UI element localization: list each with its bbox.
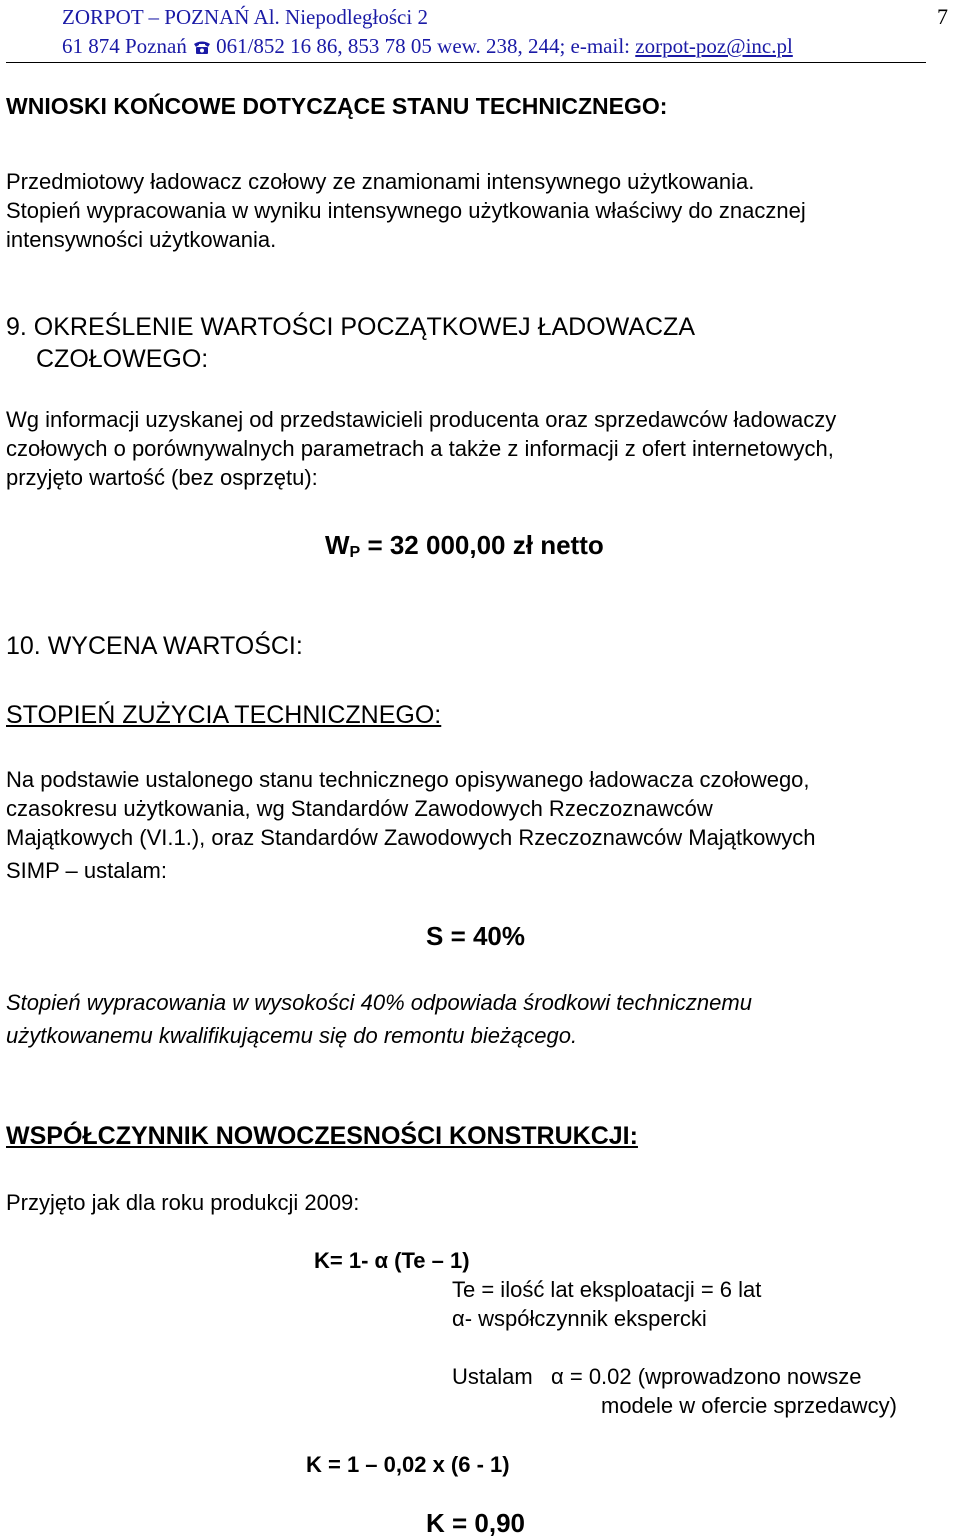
section-9-line-1: Wg informacji uzyskanej od przedstawicieli producenta oraz sprzedawców ładowaczy <box>6 407 837 432</box>
page-number: 7 <box>937 4 948 29</box>
initial-value <box>325 530 604 562</box>
header-divider <box>6 62 926 63</box>
initial-value-w: W <box>325 530 350 560</box>
alpha-value-line-2: modele w ofercie sprzedawcy) <box>601 1393 897 1418</box>
header-line-1: ZORPOT – POZNAŃ Al. Niepodległości 2 <box>62 5 428 29</box>
section-10-title: 10. WYCENA WARTOŚCI: <box>6 632 303 660</box>
wear-line-2: czasokresu użytkowania, wg Standardów Zawodowych Rzeczoznawców <box>6 796 713 821</box>
wear-italic-line-2: użytkowanemu kwalifikującemu się do remontu bieżącego. <box>6 1023 578 1048</box>
wear-heading: STOPIEŃ ZUŻYCIA TECHNICZNEGO: <box>6 701 442 729</box>
wear-line-3: Majątkowych (VI.1.), oraz Standardów Zawodowych Rzeczoznawców Majątkowych <box>6 825 816 850</box>
conclusions-line-1: Przedmiotowy ładowacz czołowy ze znamionami intensywnego użytkowania. <box>6 169 755 194</box>
conclusions-heading: WNIOSKI KOŃCOWE DOTYCZĄCE STANU TECHNICZNEGO: <box>6 93 668 119</box>
section-9-title-line-2: CZOŁOWEGO: <box>36 345 209 373</box>
calculation: K = 1 – 0,02 x (6 - 1) <box>306 1452 510 1477</box>
te-definition: Te = ilość lat eksploatacji = 6 lat <box>452 1277 762 1302</box>
initial-value-subscript: P <box>349 544 361 561</box>
header-line-2 <box>62 33 793 59</box>
header-email-link[interactable]: zorpot-poz@inc.pl <box>635 34 793 58</box>
header-phones: 061/852 16 86, 853 78 05 wew. 238, 244; e-mail: <box>216 34 631 58</box>
wear-value: S = 40% <box>426 921 526 951</box>
section-9-line-2: czołowych o porównywalnych parametrach a także z informacji z ofert internetowych, <box>6 436 834 461</box>
coefficient-intro: Przyjęto jak dla roku produkcji 2009: <box>6 1190 360 1215</box>
coefficient-result: K = 0,90 <box>426 1508 526 1538</box>
phone-icon <box>192 35 212 51</box>
alpha-value-line-1: Ustalam α = 0.02 (wprowadzono nowsze <box>452 1364 862 1389</box>
wear-line-1: Na podstawie ustalonego stanu technicznego opisywanego ładowacza czołowego, <box>6 767 810 792</box>
section-9-line-3: przyjęto wartość (bez osprzętu): <box>6 465 318 490</box>
coefficient-heading: WSPÓŁCZYNNIK NOWOCZESNOŚCI KONSTRUKCJI: <box>6 1122 638 1150</box>
wear-italic-line-1: Stopień wypracowania w wysokości 40% odpowiada środkowi technicznemu <box>6 990 752 1015</box>
initial-value-amount: = 32 000,00 zł netto <box>360 530 604 560</box>
alpha-definition: α- współczynnik ekspercki <box>452 1306 707 1331</box>
conclusions-line-2: Stopień wypracowania w wyniku intensywnego użytkowania właściwy do znacznej <box>6 198 806 223</box>
wear-line-4: SIMP – ustalam: <box>6 858 167 883</box>
section-9-title-line-1: 9. OKREŚLENIE WARTOŚCI POCZĄTKOWEJ ŁADOWACZA <box>6 313 696 341</box>
formula: K= 1- α (Te – 1) <box>314 1248 470 1273</box>
conclusions-line-3: intensywności użytkowania. <box>6 227 277 252</box>
header-city: 61 874 Poznań <box>62 34 187 58</box>
